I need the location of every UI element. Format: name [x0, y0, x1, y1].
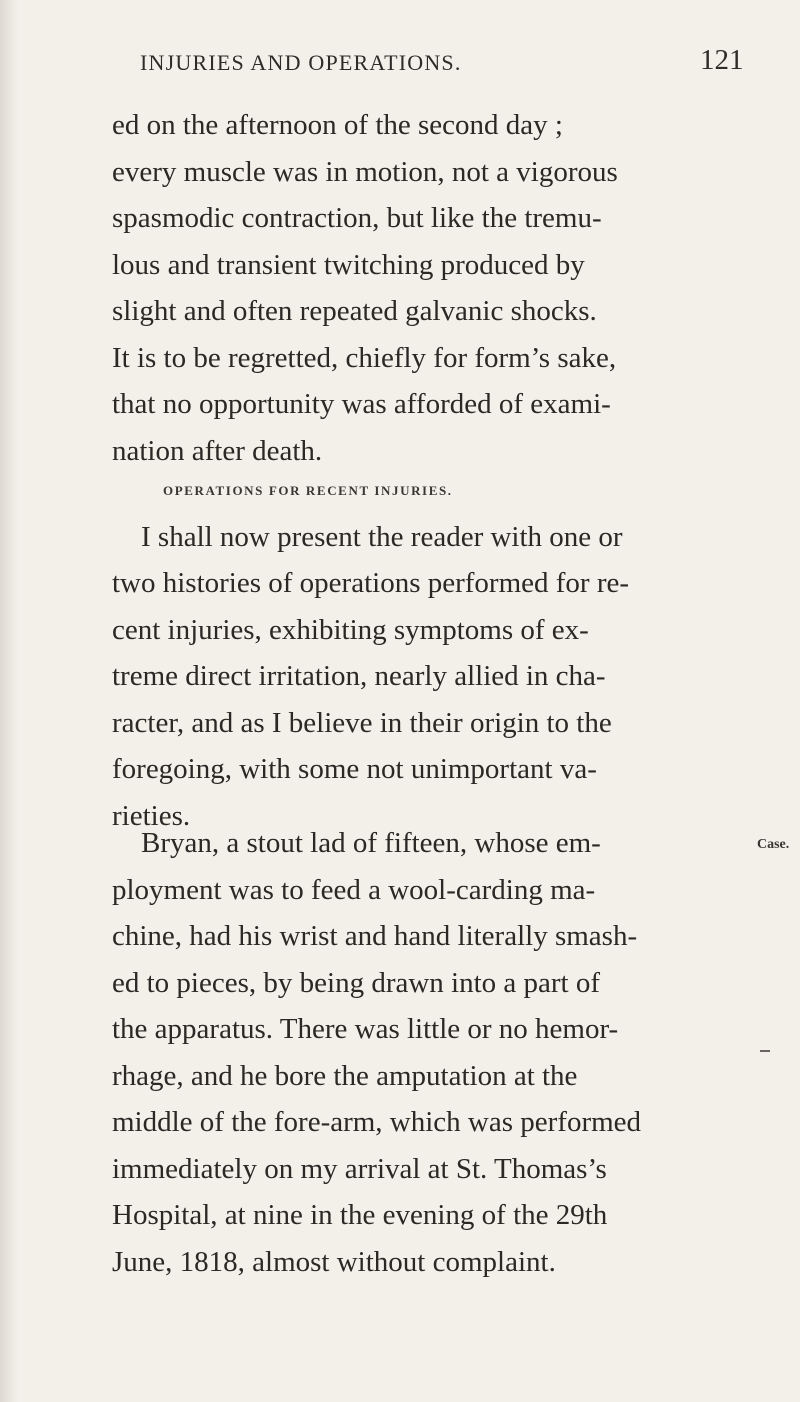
text-line: racter, and as I believe in their origin to the	[112, 707, 612, 739]
text-line: ed to pieces, by being drawn into a part of	[112, 967, 601, 999]
text-line: ployment was to feed a wool-carding ma-	[112, 874, 596, 906]
text-line: ed on the afternoon of the second day ;	[112, 109, 563, 141]
page-number: 121	[700, 44, 744, 76]
text-line: treme direct irritation, nearly allied in cha-	[112, 660, 606, 692]
text-line: immediately on my arrival at St. Thomas’s	[112, 1153, 607, 1185]
text-line: spasmodic contraction, but like the tremu-	[112, 202, 602, 234]
text-line: slight and often repeated galvanic shocks.	[112, 295, 597, 327]
running-head	[0, 42, 800, 82]
text-line: June, 1818, almost without complaint.	[112, 1246, 556, 1278]
text-line: the apparatus. There was little or no hemor-	[112, 1013, 619, 1045]
text-line: two histories of operations performed for re-	[112, 567, 630, 599]
text-line: that no opportunity was afforded of exami-	[112, 388, 611, 420]
text-line: I shall now present the reader with one or	[141, 521, 623, 553]
section-heading: OPERATIONS FOR RECENT INJURIES.	[163, 483, 453, 498]
text-line: rhage, and he bore the amputation at the	[112, 1060, 578, 1092]
page-gutter-shadow	[0, 0, 18, 1402]
text-line: rieties.	[112, 800, 191, 832]
text-line: lous and transient twitching produced by	[112, 249, 585, 281]
text-line: foregoing, with some not unimportant va-	[112, 753, 597, 785]
margin-dash-mark	[760, 1050, 770, 1052]
running-title: INJURIES AND OPERATIONS.	[140, 50, 462, 75]
text-line: nation after death.	[112, 435, 323, 467]
text-line: chine, had his wrist and hand literally smash-	[112, 920, 638, 952]
text-line: It is to be regretted, chiefly for form’s sake,	[112, 342, 617, 374]
text-line: every muscle was in motion, not a vigorous	[112, 156, 618, 188]
text-line: Bryan, a stout lad of fifteen, whose em-	[141, 827, 601, 859]
text-line: cent injuries, exhibiting symptoms of ex-	[112, 614, 589, 646]
text-line: Hospital, at nine in the evening of the 29th	[112, 1199, 608, 1231]
margin-note-case: Case.	[757, 837, 790, 852]
text-line: middle of the fore-arm, which was performed	[112, 1106, 642, 1138]
